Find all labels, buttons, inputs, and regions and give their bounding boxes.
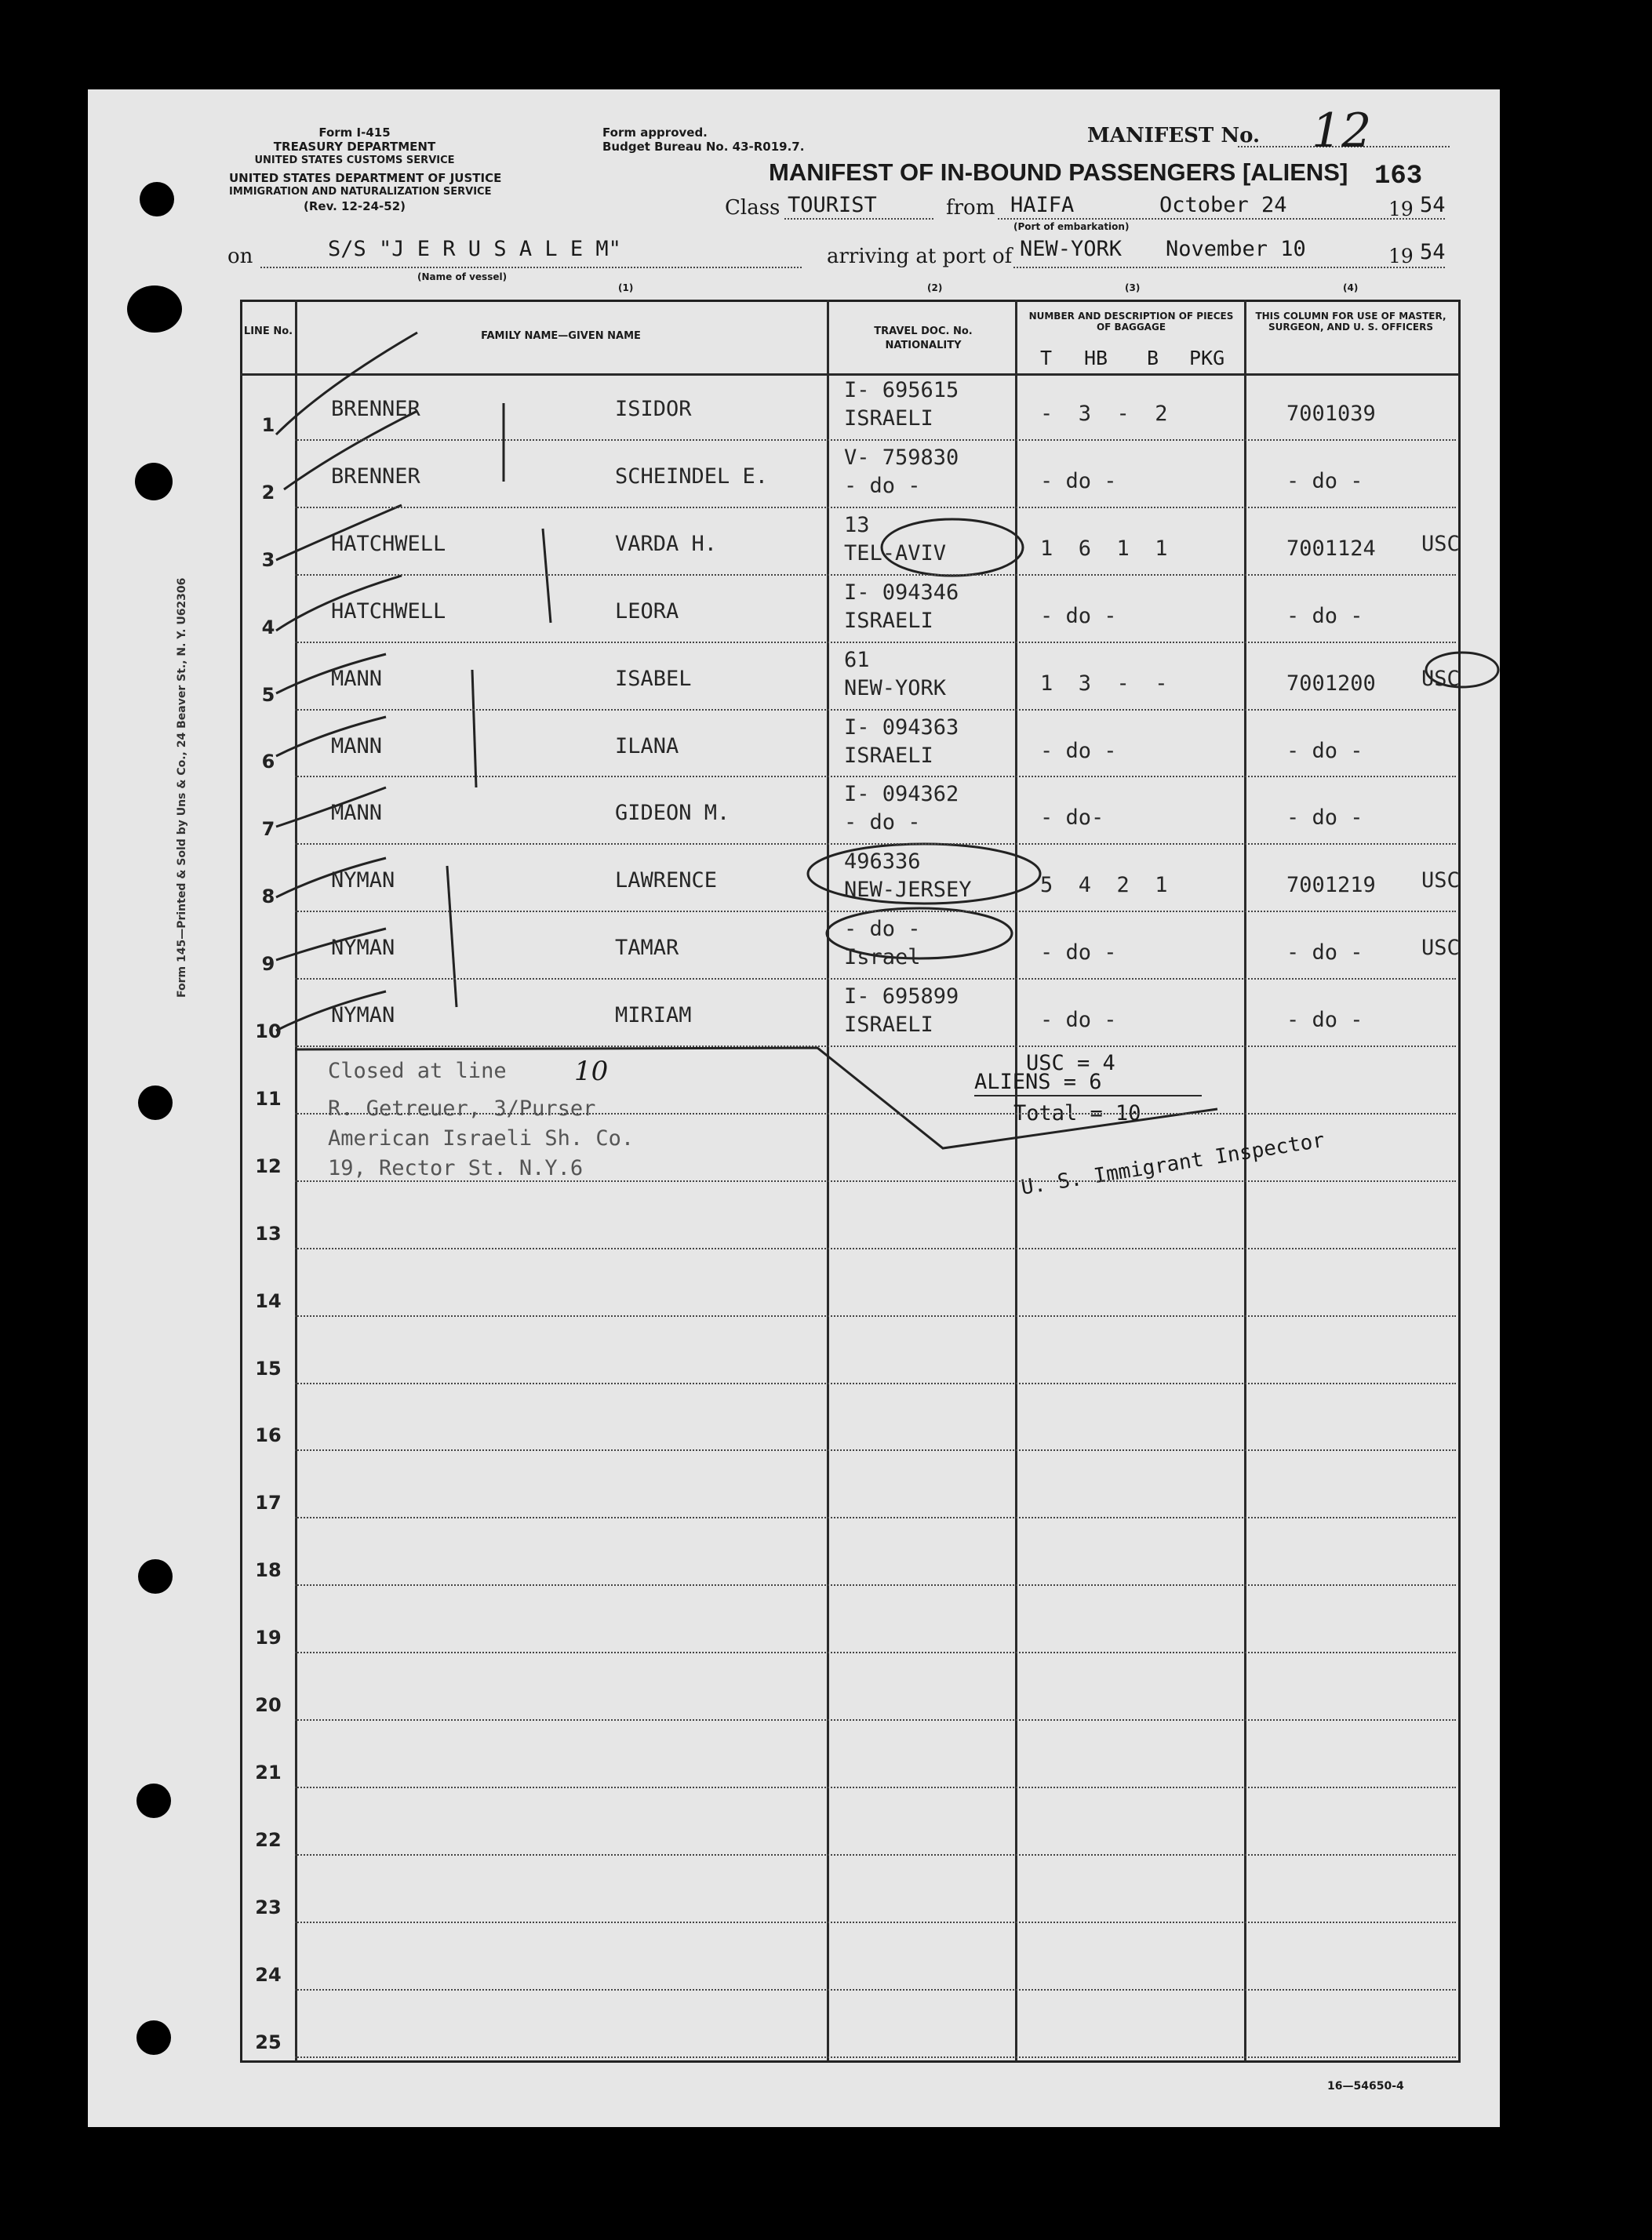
nationality: ISRAELI bbox=[844, 1013, 933, 1038]
row-rule bbox=[295, 1989, 1456, 1991]
line-number: 22 bbox=[255, 1828, 282, 1851]
baggage-count: - do - bbox=[1040, 1008, 1117, 1033]
col3-mark: (3) bbox=[1125, 282, 1141, 293]
row-rule bbox=[295, 1854, 1456, 1856]
given-name: ILANA bbox=[615, 733, 679, 758]
family-name: NYMAN bbox=[331, 936, 395, 961]
row-rule bbox=[295, 1787, 1456, 1788]
col-header-name: FAMILY NAME—GIVEN NAME bbox=[481, 330, 641, 342]
footer-code: 16—54650-4 bbox=[1327, 2080, 1404, 2093]
given-name: VARDA H. bbox=[615, 531, 718, 556]
baggage-sub-pkg: PKG bbox=[1189, 347, 1225, 369]
line-number: 21 bbox=[255, 1761, 282, 1784]
form-justice: UNITED STATES DEPARTMENT OF JUSTICE bbox=[229, 171, 502, 185]
line-number: 18 bbox=[255, 1559, 282, 1582]
nationality: - do - bbox=[844, 473, 921, 498]
baggage-count: 1 3 - - bbox=[1040, 671, 1168, 696]
row-rule bbox=[295, 709, 1456, 711]
officer-code: 7001219 bbox=[1286, 873, 1376, 898]
col-header-officers: THIS COLUMN FOR USE OF MASTER, SURGEON, AND U. S. OFFICERS bbox=[1255, 311, 1446, 333]
nationality: NEW-JERSEY bbox=[844, 878, 972, 903]
family-name: NYMAN bbox=[331, 868, 395, 893]
given-name: SCHEINDEL E. bbox=[615, 464, 769, 489]
line-number: 20 bbox=[255, 1694, 282, 1716]
arrival-port: NEW-YORK bbox=[1020, 237, 1123, 261]
usc-mark: USC bbox=[1421, 868, 1460, 893]
officer-code: - do - bbox=[1286, 738, 1363, 763]
row-rule bbox=[295, 1719, 1456, 1721]
family-name: MANN bbox=[331, 801, 383, 826]
aliens-count: ALIENS = 6 bbox=[974, 1070, 1102, 1094]
baggage-sub-b: B bbox=[1147, 347, 1159, 369]
usc-mark: USC bbox=[1421, 936, 1460, 961]
officer-code: - do - bbox=[1286, 940, 1363, 965]
line-number: 24 bbox=[255, 1963, 282, 1986]
line-number: 8 bbox=[261, 885, 275, 908]
row-rule bbox=[295, 574, 1456, 576]
given-name: LAWRENCE bbox=[615, 868, 718, 893]
port-embarkation-label: (Port of embarkation) bbox=[1013, 221, 1130, 232]
given-name: MIRIAM bbox=[615, 1003, 692, 1028]
line-number: 6 bbox=[261, 751, 275, 773]
nationality: TEL-AVIV bbox=[844, 540, 947, 565]
family-name: MANN bbox=[331, 666, 383, 691]
travel-doc-no: 13 bbox=[844, 512, 870, 537]
line-number: 23 bbox=[255, 1896, 282, 1918]
col-header-travel-doc: TRAVEL DOC. No. NATIONALITY bbox=[874, 325, 973, 351]
family-name: BRENNER bbox=[331, 397, 420, 421]
year-1: 54 bbox=[1420, 193, 1446, 217]
row-rule bbox=[295, 1383, 1456, 1384]
manifest-page bbox=[88, 89, 1500, 2127]
printer-side-text: Form 145—Printed & Sold by Uns & Co., 24 Beaver St., N. Y. U62306 bbox=[176, 577, 188, 998]
baggage-count: - do - bbox=[1040, 940, 1117, 965]
vessel-label: (Name of vessel) bbox=[417, 271, 508, 282]
family-name: HATCHWELL bbox=[331, 598, 446, 624]
line-number: 16 bbox=[255, 1424, 282, 1447]
row-rule bbox=[295, 911, 1456, 912]
vessel-name: S/S "J E R U S A L E M" bbox=[328, 237, 621, 261]
nationality: Israel bbox=[844, 945, 921, 970]
row-rule bbox=[295, 776, 1456, 777]
baggage-count: - do - bbox=[1040, 468, 1117, 493]
col-header-baggage: NUMBER AND DESCRIPTION OF PIECES OF BAGGAGE bbox=[1028, 311, 1234, 333]
closed-at-line-hand: 10 bbox=[574, 1056, 609, 1087]
travel-doc-no: 496336 bbox=[844, 849, 921, 875]
nationality: NEW-YORK bbox=[844, 675, 947, 700]
family-name: NYMAN bbox=[331, 1003, 395, 1028]
usc-mark: USC bbox=[1421, 666, 1460, 691]
handwritten-marks bbox=[88, 89, 1500, 2127]
arriving-label: arriving at port of bbox=[827, 245, 1013, 268]
line-number: 15 bbox=[255, 1357, 282, 1380]
row-rule bbox=[295, 1045, 1456, 1047]
officer-code: - do - bbox=[1286, 468, 1363, 493]
travel-doc-no: I- 094346 bbox=[844, 580, 959, 605]
line-number: 9 bbox=[261, 953, 275, 976]
given-name: LEORA bbox=[615, 598, 679, 624]
officer-code: - do - bbox=[1286, 805, 1363, 831]
from-label: from bbox=[946, 196, 995, 220]
row-rule bbox=[295, 1248, 1456, 1249]
baggage-count: 1 6 1 1 bbox=[1040, 536, 1168, 561]
given-name: ISABEL bbox=[615, 666, 692, 691]
col-header-line-no: LINE No. bbox=[243, 325, 293, 337]
from-value: HAIFA bbox=[1010, 193, 1075, 217]
given-name: GIDEON M. bbox=[615, 801, 730, 826]
officer-code: 7001200 bbox=[1286, 671, 1376, 696]
travel-doc-no: 61 bbox=[844, 647, 870, 672]
departure-date: October 24 bbox=[1159, 193, 1287, 217]
col2-mark: (2) bbox=[927, 282, 943, 293]
travel-doc-no: I- 094363 bbox=[844, 715, 959, 740]
row-rule bbox=[295, 1584, 1456, 1586]
row-rule bbox=[295, 1180, 1456, 1182]
baggage-count: - do- bbox=[1040, 805, 1104, 831]
form-ins: IMMIGRATION AND NATURALIZATION SERVICE bbox=[229, 186, 492, 198]
line-number: 12 bbox=[255, 1155, 282, 1177]
manifest-number: 12 bbox=[1312, 104, 1372, 158]
row-rule bbox=[295, 843, 1456, 845]
year-prefix-1: 19 bbox=[1388, 198, 1414, 220]
baggage-sub-t: T bbox=[1040, 347, 1053, 369]
inspector-label: U. S. Immigrant Inspector bbox=[1019, 1128, 1326, 1200]
baggage-count: - 3 - 2 bbox=[1040, 402, 1168, 426]
line-number: 2 bbox=[261, 481, 275, 504]
col4-mark: (4) bbox=[1343, 282, 1359, 293]
nationality: ISRAELI bbox=[844, 608, 933, 633]
line-number: 25 bbox=[255, 2031, 282, 2053]
stamp-number: 163 bbox=[1374, 162, 1423, 191]
line-number: 1 bbox=[261, 413, 275, 436]
line-number: 3 bbox=[261, 548, 275, 571]
on-label: on bbox=[227, 245, 253, 268]
given-name: ISIDOR bbox=[615, 397, 692, 421]
row-rule bbox=[295, 1113, 1456, 1115]
year-2: 54 bbox=[1420, 240, 1446, 264]
page-title: MANIFEST OF IN-BOUND PASSENGERS [ALIENS] bbox=[769, 158, 1348, 186]
baggage-count: - do - bbox=[1040, 738, 1117, 763]
line-number: 13 bbox=[255, 1222, 282, 1245]
row-rule bbox=[295, 1517, 1456, 1518]
row-rule bbox=[295, 1652, 1456, 1653]
line-number: 17 bbox=[255, 1492, 282, 1515]
year-prefix-2: 19 bbox=[1388, 245, 1414, 267]
travel-doc-no: I- 094362 bbox=[844, 782, 959, 807]
family-name: MANN bbox=[331, 733, 383, 758]
closed-at-line: Closed at line bbox=[328, 1059, 507, 1083]
class-value: TOURIST bbox=[788, 193, 877, 217]
form-rev: (Rev. 12-24-52) bbox=[304, 199, 406, 213]
baggage-count: - do - bbox=[1040, 603, 1117, 628]
line-number: 5 bbox=[261, 683, 275, 706]
travel-doc-no: - do - bbox=[844, 917, 921, 942]
line-number: 10 bbox=[255, 1020, 282, 1042]
line-number: 14 bbox=[255, 1289, 282, 1312]
given-name: TAMAR bbox=[615, 936, 679, 961]
line-number: 19 bbox=[255, 1627, 282, 1649]
family-name: HATCHWELL bbox=[331, 531, 446, 556]
baggage-count: 5 4 2 1 bbox=[1040, 873, 1168, 898]
form-number: Form I-415 bbox=[318, 125, 391, 140]
row-rule bbox=[295, 439, 1456, 441]
travel-doc-no: V- 759830 bbox=[844, 445, 959, 470]
baggage-sub-hb: HB bbox=[1084, 347, 1108, 369]
officer-code: 7001039 bbox=[1286, 402, 1376, 426]
officer-code: - do - bbox=[1286, 603, 1363, 628]
company-address: 19, Rector St. N.Y.6 bbox=[328, 1156, 584, 1180]
usc-mark: USC bbox=[1421, 531, 1460, 556]
form-service: UNITED STATES CUSTOMS SERVICE bbox=[254, 155, 455, 166]
travel-doc-no: I- 695615 bbox=[844, 378, 959, 402]
row-rule bbox=[295, 2056, 1456, 2058]
row-rule bbox=[295, 1922, 1456, 1923]
form-budget: Budget Bureau No. 43-R019.7. bbox=[602, 140, 805, 154]
row-rule bbox=[295, 1315, 1456, 1317]
arrival-date: November 10 bbox=[1166, 237, 1306, 261]
row-rule bbox=[295, 642, 1456, 643]
row-rule bbox=[295, 507, 1456, 508]
officer-code: 7001124 bbox=[1286, 536, 1376, 561]
form-dept: TREASURY DEPARTMENT bbox=[273, 140, 436, 154]
family-name: BRENNER bbox=[331, 464, 420, 489]
nationality: ISRAELI bbox=[844, 743, 933, 768]
officer-code: - do - bbox=[1286, 1008, 1363, 1033]
row-rule bbox=[295, 978, 1456, 980]
line-number: 7 bbox=[261, 818, 275, 841]
line-number: 4 bbox=[261, 616, 275, 638]
travel-doc-no: I- 695899 bbox=[844, 984, 959, 1009]
col1-mark: (1) bbox=[618, 282, 634, 293]
line-number: 11 bbox=[255, 1087, 282, 1110]
nationality: ISRAELI bbox=[844, 406, 933, 431]
purser-name: R. Getreuer, 3/Purser bbox=[328, 1096, 596, 1121]
usc-count: USC = 4 bbox=[1026, 1051, 1115, 1075]
form-approved: Form approved. bbox=[602, 125, 708, 140]
nationality: - do - bbox=[844, 810, 921, 835]
company-name: American Israeli Sh. Co. bbox=[328, 1126, 635, 1151]
total-count: Total = 10 bbox=[1013, 1101, 1141, 1125]
manifest-label: MANIFEST No. bbox=[1087, 124, 1261, 147]
class-label: Class bbox=[725, 196, 781, 220]
row-rule bbox=[295, 1449, 1456, 1451]
